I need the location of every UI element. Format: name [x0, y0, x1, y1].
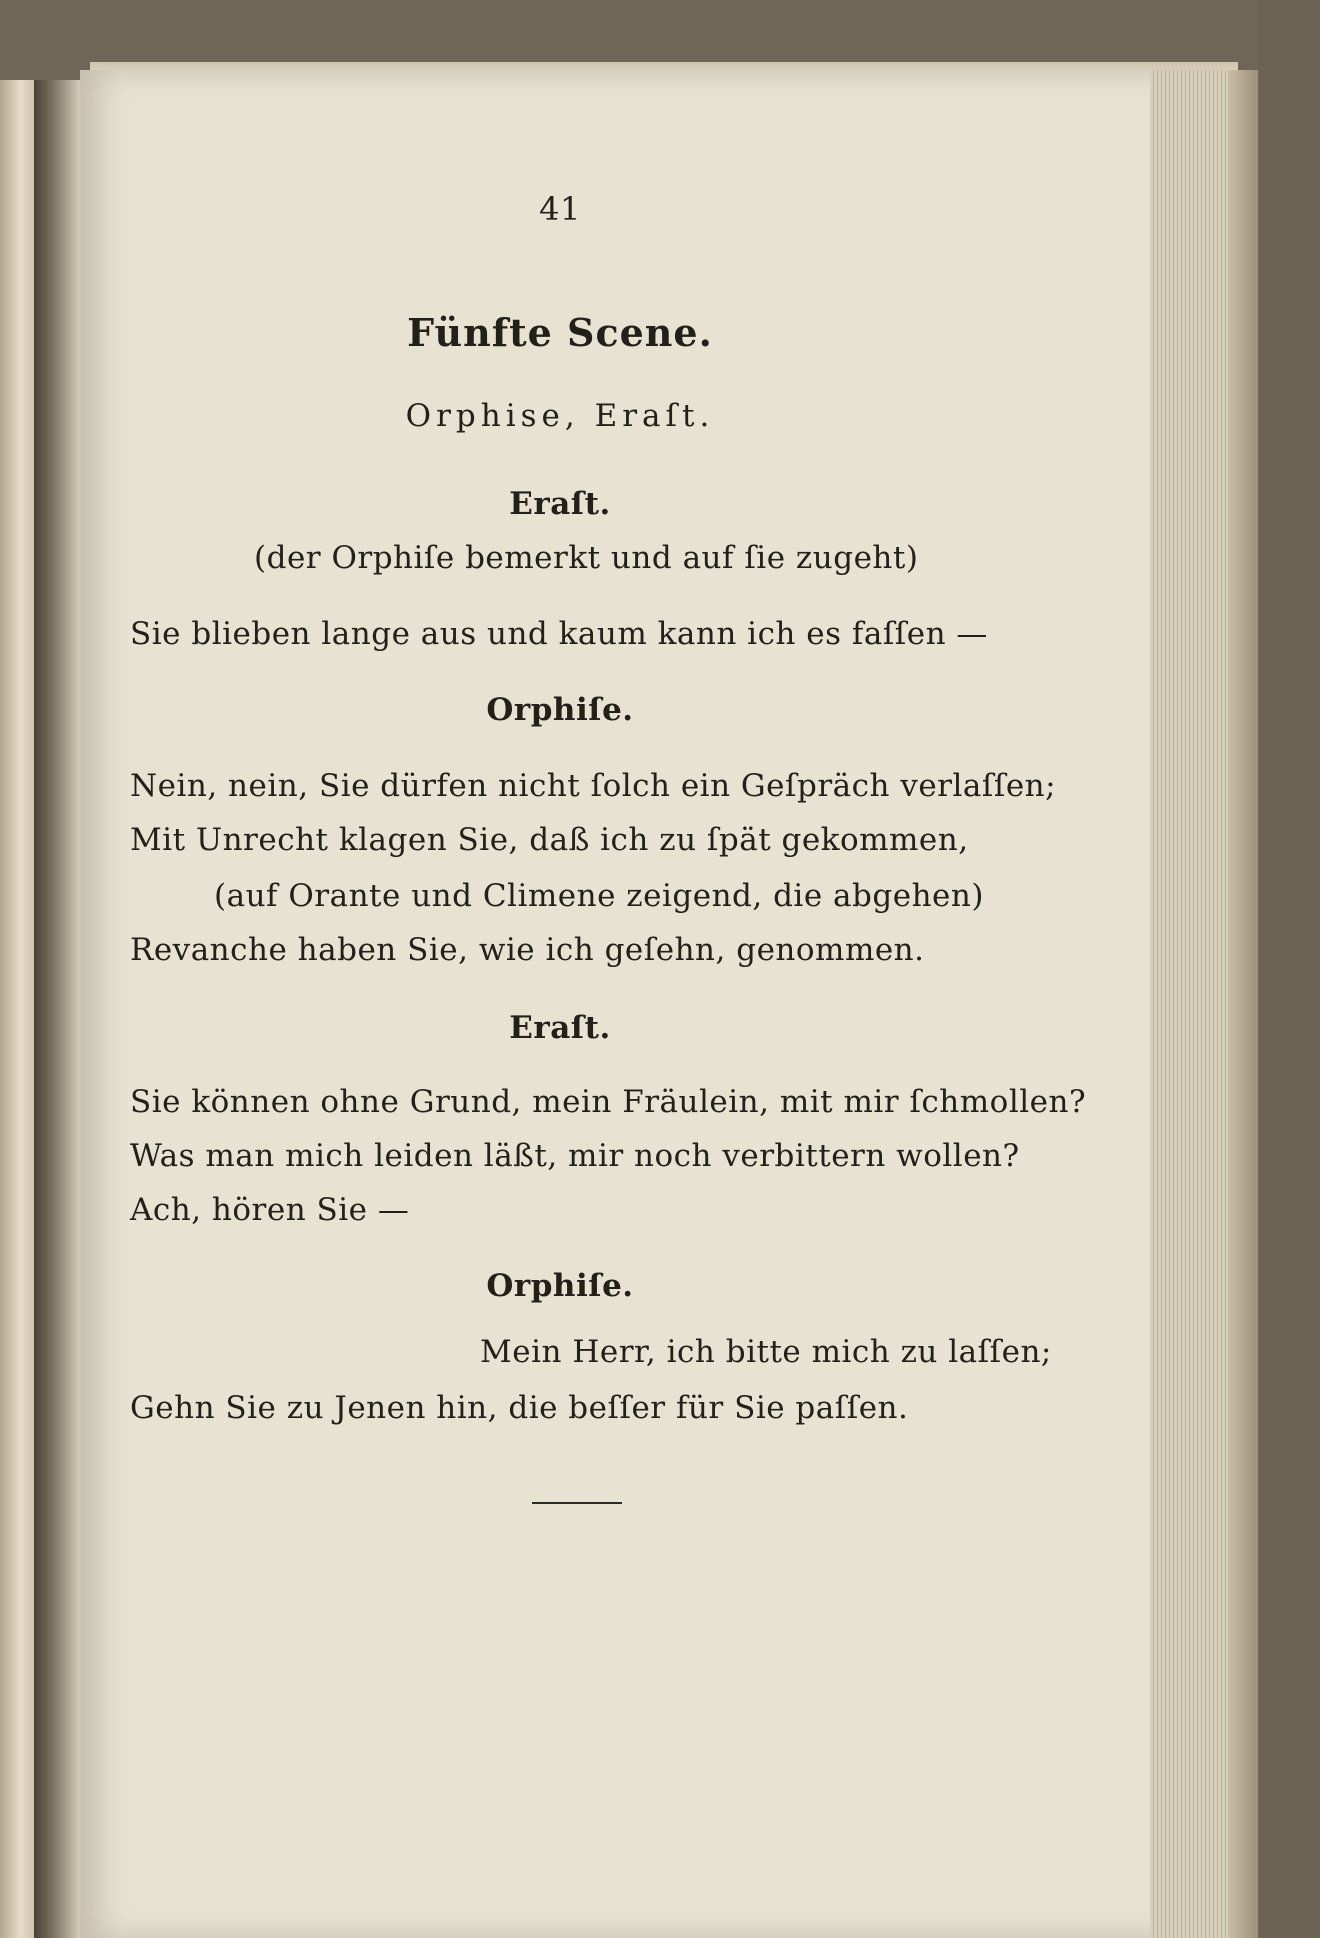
- stage-direction: (der Orphiſe bemerkt und auf ſie zugeht): [254, 540, 919, 576]
- speaker-erast: Eraſt.: [509, 1010, 611, 1046]
- verse-line: Ach, hören Sie —: [130, 1192, 410, 1228]
- speaker-erast: Eraſt.: [509, 486, 611, 522]
- verse-line: Mein Herr, ich bitte mich zu laſſen;: [480, 1334, 1052, 1370]
- stage-direction: (auf Orante und Climene zeigend, die abgehen): [214, 878, 984, 914]
- page-stack-edge: [1150, 70, 1240, 1938]
- page-text: [130, 170, 1087, 1430]
- verse-line: Sie blieben lange aus und kaum kann ich es faſſen —: [130, 616, 988, 652]
- verse-line: Was man mich leiden läßt, mir noch verbittern wollen?: [130, 1138, 1020, 1174]
- cast-list: Orphise, Eraſt.: [405, 398, 715, 434]
- speaker-orphise: Orphiſe.: [486, 692, 634, 728]
- page-number: 41: [539, 190, 581, 228]
- verse-line: Gehn Sie zu Jenen hin, die beſſer für Sie paſſen.: [130, 1390, 909, 1426]
- verse-line: Revanche haben Sie, wie ich geſehn, genommen.: [130, 932, 925, 968]
- verse-line: Nein, nein, Sie dürfen nicht ſolch ein Geſpräch verlaſſen;: [130, 768, 1057, 804]
- verse-line: Sie können ohne Grund, mein Fräulein, mit mir ſchmollen?: [130, 1084, 1087, 1120]
- scan-background: [1258, 0, 1320, 1938]
- left-page-edge: [0, 80, 36, 1938]
- book-gutter: [34, 80, 80, 1938]
- book-cover-board: [1228, 70, 1258, 1938]
- scene-title: Fünfte Scene.: [407, 310, 713, 355]
- verse-line: Mit Unrecht klagen Sie, daß ich zu ſpät gekommen,: [130, 822, 969, 858]
- speaker-orphise: Orphiſe.: [486, 1268, 634, 1304]
- section-divider: [532, 1502, 622, 1504]
